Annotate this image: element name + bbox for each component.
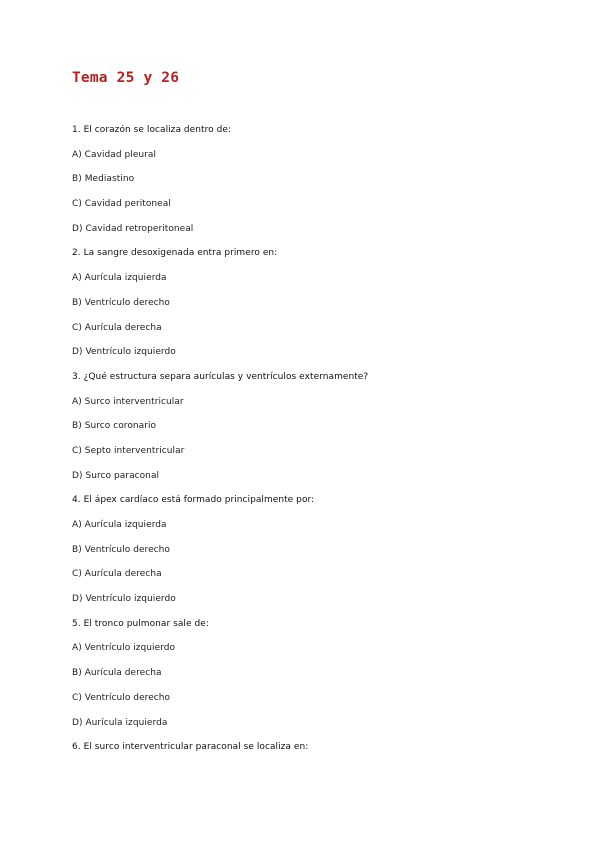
option-2d: D) Ventrículo izquierdo [72,347,176,358]
option-1b: B) Mediastino [72,174,135,185]
option-5a: A) Ventrículo izquierdo [72,643,176,654]
question-6: 6. El surco interventricular paraconal se localiza en: [72,742,309,753]
option-5d: D) Aurícula izquierda [72,717,168,728]
option-1c: C) Cavidad peritoneal [72,199,171,210]
option-3d: D) Surco paraconal [72,470,160,481]
option-4b: B) Ventrículo derecho [72,544,170,555]
question-4: 4. El ápex cardíaco está formado principalmente por: [72,495,315,506]
page-title: Tema 25 y 26 [72,70,180,86]
question-2: 2. La sangre desoxigenada entra primero en: [72,248,278,259]
option-3c: C) Septo interventricular [72,445,185,456]
option-4d: D) Ventrículo izquierdo [72,594,176,605]
quiz-list [72,122,368,764]
option-2a: A) Aurícula izquierda [72,273,167,284]
option-5c: C) Ventrículo derecho [72,692,171,703]
option-4c: C) Aurícula derecha [72,569,162,580]
option-3b: B) Surco coronario [72,421,157,432]
question-1: 1. El corazón se localiza dentro de: [72,125,232,135]
question-3: 3. ¿Qué estructura separa aurículas y ventrículos externamente? [72,371,369,382]
option-4a: A) Aurícula izquierda [72,520,167,530]
option-5b: B) Aurícula derecha [72,668,162,679]
option-3a: A) Surco interventricular [72,396,184,407]
question-5: 5. El tronco pulmonar sale de: [72,618,209,629]
option-1d: D) Cavidad retroperitoneal [72,223,194,234]
option-2c: C) Aurícula derecha [72,322,162,333]
option-2b: B) Ventrículo derecho [72,297,170,308]
option-1a: A) Cavidad pleural [72,149,157,160]
